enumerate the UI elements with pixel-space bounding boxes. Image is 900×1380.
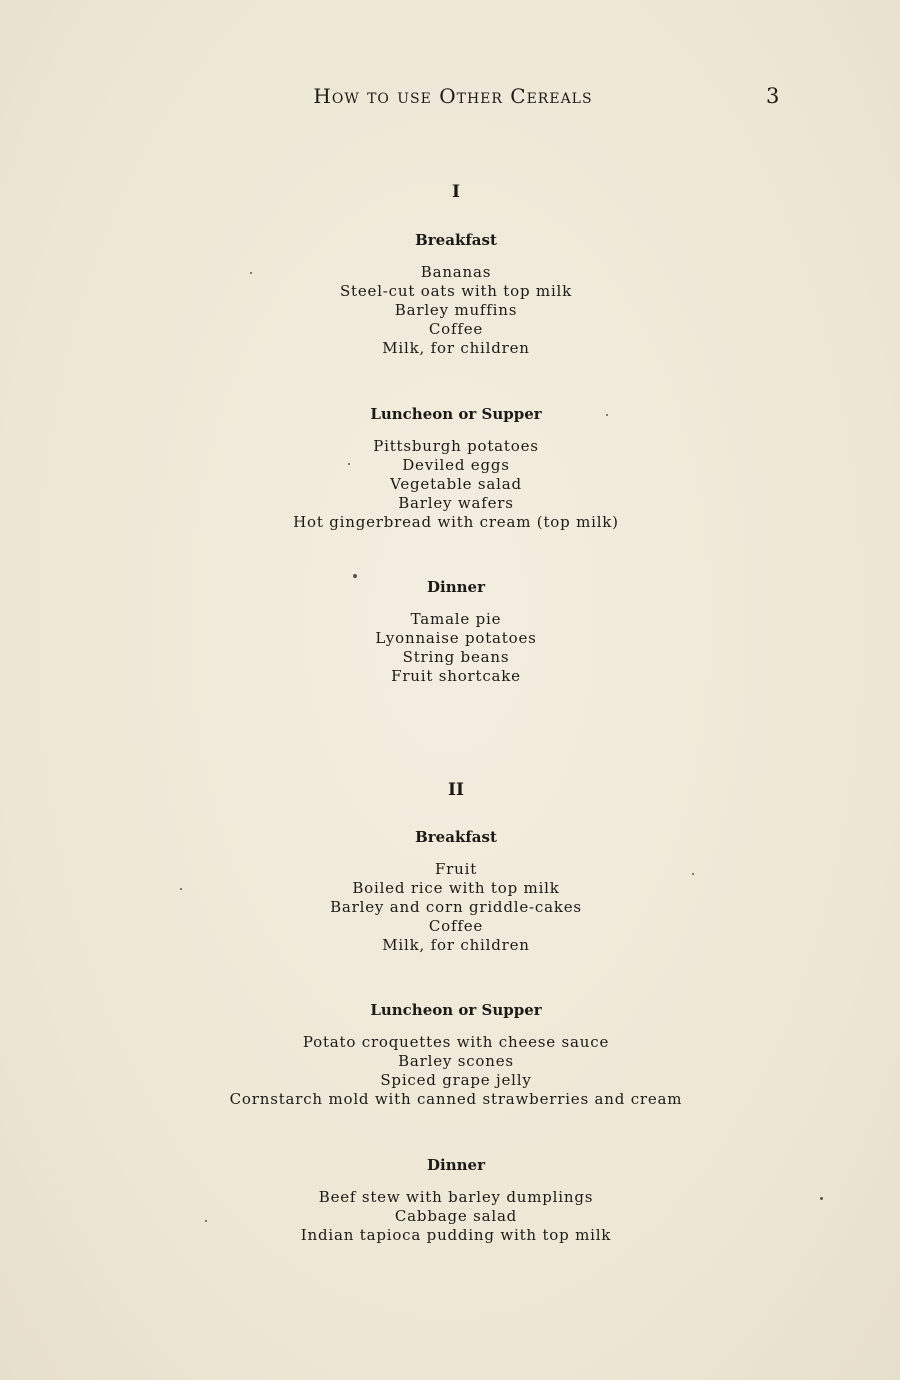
paper-speck	[353, 574, 357, 578]
dish-item: Fruit	[434, 860, 478, 878]
dish-item: String beans	[402, 648, 510, 666]
dish-list	[0, 437, 900, 532]
meal-heading: Dinner	[427, 578, 485, 596]
dish-list	[0, 263, 900, 358]
dish-item: Coffee	[428, 320, 484, 338]
paper-speck	[606, 414, 608, 416]
dish-item: Milk, for children	[382, 936, 530, 954]
dish-item: Coffee	[428, 917, 484, 935]
menu-2-breakfast	[0, 827, 900, 955]
dish-item: Barley scones	[398, 1052, 514, 1070]
dish-item: Deviled eggs	[402, 456, 510, 474]
menu-1-breakfast	[0, 230, 900, 358]
dish-item: Tamale pie	[410, 610, 502, 628]
menu-numeral: I	[452, 182, 460, 202]
paper-speck	[180, 888, 182, 890]
dish-item: Vegetable salad	[390, 475, 522, 493]
dish-item: Hot gingerbread with cream (top milk)	[293, 513, 619, 531]
paper-speck	[820, 1197, 823, 1200]
dish-item: Milk, for children	[382, 339, 530, 357]
page-number: 3	[766, 84, 780, 108]
paper-speck	[348, 463, 350, 465]
dish-item: Beef stew with barley dumplings	[318, 1188, 594, 1206]
dish-item: Fruit shortcake	[391, 667, 521, 685]
paper-speck	[205, 1220, 207, 1222]
dish-item: Steel-cut oats with top milk	[339, 282, 573, 300]
menu-2-luncheon	[0, 1000, 900, 1109]
meal-heading: Breakfast	[415, 828, 497, 846]
dish-item: Indian tapioca pudding with top milk	[300, 1226, 612, 1244]
meal-heading: Luncheon or Supper	[370, 405, 542, 423]
meal-heading: Dinner	[427, 1156, 485, 1174]
dish-item: Boiled rice with top milk	[352, 879, 560, 897]
dish-item: Cabbage salad	[394, 1207, 518, 1225]
dish-list	[0, 860, 900, 955]
dish-item: Barley wafers	[398, 494, 514, 512]
dish-list	[0, 1033, 900, 1109]
dish-item: Pittsburgh potatoes	[373, 437, 539, 455]
menu-1-luncheon	[0, 404, 900, 532]
menu-1-dinner	[0, 577, 900, 686]
dish-item: Lyonnaise potatoes	[375, 629, 537, 647]
menu-2-numeral-block	[0, 780, 900, 800]
meal-heading: Breakfast	[415, 231, 497, 249]
dish-list	[0, 610, 900, 686]
dish-item: Potato croquettes with cheese sauce	[302, 1033, 610, 1051]
running-title: How to use Other Cereals	[313, 84, 593, 108]
paper-speck	[250, 272, 252, 274]
dish-item: Spiced grape jelly	[380, 1071, 532, 1089]
dish-list	[0, 1188, 900, 1245]
meal-heading: Luncheon or Supper	[370, 1001, 542, 1019]
menu-1-numeral-block	[0, 182, 900, 202]
dish-item: Cornstarch mold with canned strawberries and cream	[229, 1090, 683, 1108]
dish-item: Barley muffins	[394, 301, 518, 319]
paper-speck	[692, 873, 694, 875]
menu-numeral: II	[448, 780, 464, 800]
dish-item: Bananas	[420, 263, 492, 281]
menu-2-dinner	[0, 1155, 900, 1245]
dish-item: Barley and corn griddle-cakes	[330, 898, 582, 916]
